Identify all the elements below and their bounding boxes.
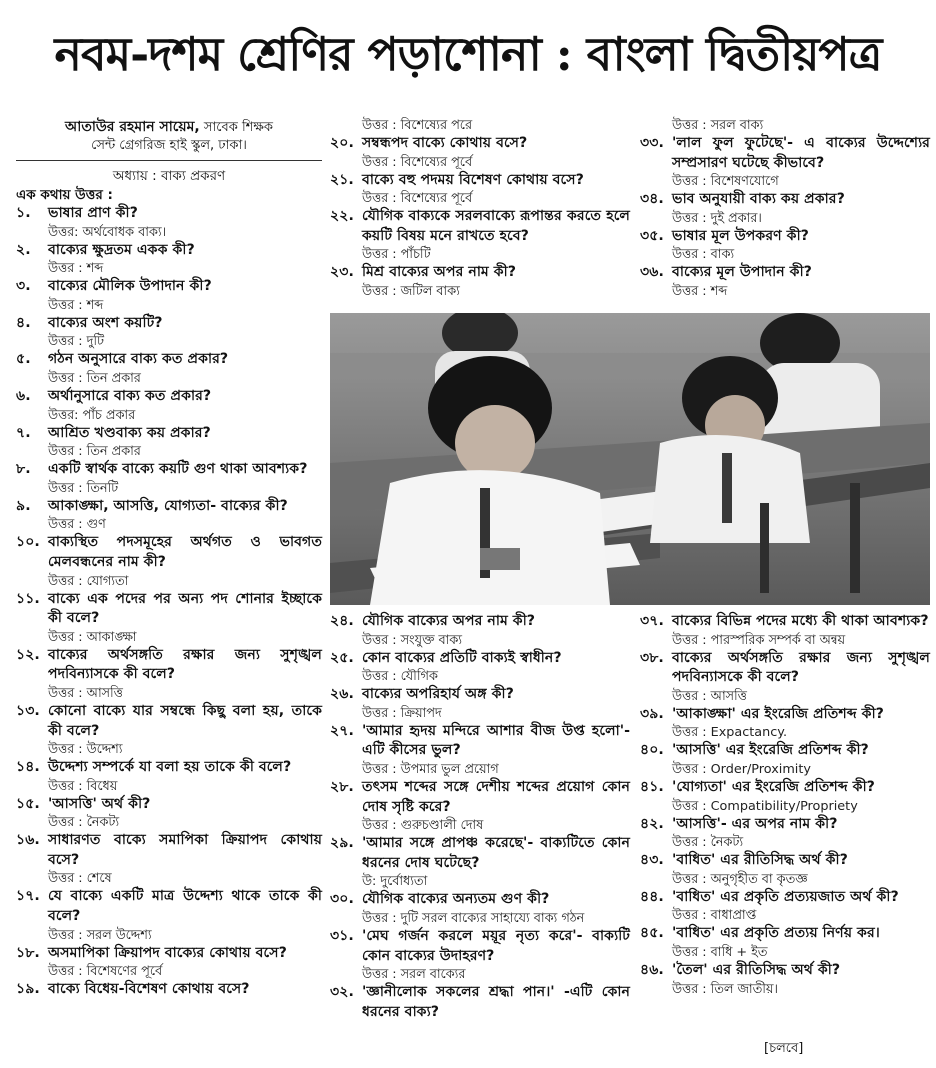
question [640,705,930,725]
qa-item [640,815,930,852]
question-text: 'আমার হৃদয় মন্দিরে আশার বীজ উপ্ত হলো'- এটি কীসের ভুল? [362,722,630,759]
question [16,646,322,685]
question-text: বাক্যের অর্থসঙ্গতি রক্ষার জন্য সুশৃঙ্খল পদবিন্যাসকে কী বলে? [48,646,322,683]
qa-item [16,387,322,424]
question [16,887,322,926]
question-number: ৩. [16,278,31,295]
question-text: 'আমার সঙ্গে প্রাপঞ্চ করেছে'- বাক্যটিতে কোন ধরনের দোষ ঘটেছে? [362,835,630,871]
answer: উত্তর : উদ্দেশ্য [48,742,123,758]
answer: উত্তর : দুটি সরল বাক্যের সাহায্যে বাক্য গঠন [362,910,585,926]
qa-item [330,685,630,722]
question-text: 'জ্ঞানীলোক সকলের শ্রদ্ধা পান।' -এটি কোন ধরনের বাক্য? [362,984,630,1020]
question [16,831,322,870]
qa-item [330,171,630,208]
answer: উত্তর : ক্রিয়াপদ [362,705,442,721]
question-text: 'বাধিত' এর রীতিসিদ্ধ অর্থ কী? [672,852,848,869]
question [640,851,930,871]
question [330,171,630,191]
qa-item [330,983,630,1022]
answer: উত্তর : Compatibility/Propriety [672,798,858,814]
qa-item [16,204,322,241]
question-text: ভাষার মূল উপকরণ কী? [672,227,809,244]
qa-item [330,612,630,649]
question [640,815,930,835]
qa-item [640,134,930,190]
answer: উত্তর : আসত্তি [672,688,747,704]
answer: উত্তর : তিন প্রকার [48,444,141,460]
question [16,460,322,480]
qa-item [330,722,630,778]
question-text: বাক্যের অপরিহার্য অঙ্গ কী? [362,686,514,703]
question [16,795,322,815]
question-text: বাক্যস্থিত পদসমূহের অর্থগত ও ভাবগত মেলবন্ধনের নাম কী? [48,534,322,570]
question-text: 'আসত্তি' অর্থ কী? [48,795,151,812]
question-text: 'লাল ফুল ফুটেছে'- এ বাক্যের উদ্দেশ্যের সম্প্রসারণ ঘটেছে কীভাবে? [672,135,930,171]
qa-item [16,944,322,981]
answer: উত্তর : দুই প্রকার। [672,210,762,226]
question-text: বাক্যে বিধেয়-বিশেষণ কোথায় বসে? [48,981,250,998]
answer: উত্তর : যৌগিক [362,669,438,685]
question-number: ১. [16,205,31,221]
qa-item [330,207,630,263]
answer: উত্তর : বাধাপ্রাপ্ত [672,908,757,924]
question-number: ১৭. [16,888,40,905]
question [640,190,930,210]
question-text: বাক্যে এক পদের পর অন্য পদ শোনার ইচ্ছাকে কী বলে? [48,590,322,627]
question-text: কোনো বাক্যে যার সম্বন্ধে কিছু বলা হয়, তাকে কী বলে? [48,702,322,739]
answer: উত্তর : শব্দ [672,283,728,299]
qa-item [16,277,322,314]
question-text: 'তৈল' এর রীতিসিদ্ধ অর্থ কী? [672,961,841,978]
question-text: বাক্যের ক্ষুদ্রতম একক কী? [48,241,195,258]
answer: উত্তর : পারস্পরিক সম্পর্ক বা অন্বয় [672,632,846,648]
qa-item [330,649,630,686]
students-writing-illustration [330,313,930,605]
question-number: ১৪. [16,759,40,776]
author-name: আতাউর রহমান সায়েম, [64,119,200,135]
question-number: ১৮. [16,944,40,961]
question [16,702,322,741]
question-text: সম্বন্ধপদ বাক্যে কোথায় বসে? [362,135,528,151]
qa-item [330,263,630,300]
question-number: ৩৪. [640,191,664,208]
qa-item [16,241,322,278]
question-number: ৩১. [330,927,354,944]
answer: উত্তর : Expactancy. [672,725,788,741]
answer: উত্তর : নৈকট্য [48,815,120,831]
question [330,778,630,817]
answer: উত্তর: পাঁচ প্রকার [48,407,136,423]
question-number: ২৪. [330,613,354,629]
answer: উত্তর : দুটি [48,334,104,350]
answer: উত্তর : পাঁচটি [362,247,431,263]
qa-item [640,888,930,925]
question-text: বাক্যের অংশ কয়টি? [48,314,163,331]
carryover-answer: উত্তর : সরল বাক্য [672,118,764,133]
question [330,890,630,910]
author-role: সাবেক শিক্ষক [203,120,273,135]
answer: উত্তর : জটিল বাক্য [362,283,460,299]
question [16,314,322,334]
question-number: ৬. [16,387,31,404]
answer: উত্তর : বিশেষ্যের পূর্বে [362,154,473,170]
answer: উত্তর : Order/Proximity [672,761,811,777]
question [16,387,322,407]
qa-item [16,590,322,646]
continued-marker: [চলবে] [764,1041,804,1056]
answer: উত্তর : বিধেয় [48,778,118,794]
question [330,927,630,966]
answer: উত্তর : তিল জাতীয়। [672,981,779,997]
answer: উত্তর: অর্থবোধক বাক্য। [48,224,167,240]
qa-item [16,497,322,534]
answer: উত্তর : গুরুচণ্ডালী দোষ [362,818,484,834]
question-number: ৯. [16,497,31,514]
question [640,263,930,283]
qa-item [640,705,930,742]
question-number: ২১. [330,171,354,188]
question [16,424,322,444]
question-number: ৪. [16,314,31,331]
qa-item [640,851,930,888]
question-text: অর্থানুসারে বাক্য কত প্রকার? [48,387,212,404]
question [16,944,322,964]
question-number: ৪৫. [640,925,664,942]
question-number: ৪১. [640,778,664,795]
question [640,961,930,981]
question-number: ১৯. [16,981,40,998]
question-text: বাক্যের অর্থসঙ্গতি রক্ষার জন্য সুশৃঙ্খল পদবিন্যাসকে কী বলে? [672,649,930,686]
question-number: ১৩. [16,702,40,719]
question-number: ৩৯. [640,705,664,722]
question-number: ৩৮. [640,649,664,666]
question-number: ২৯. [330,835,354,852]
question-number: ৭. [16,424,31,441]
question [640,227,930,247]
question [640,134,930,173]
answer: উত্তর : যোগ্যতা [48,573,129,589]
answer: উত্তর : আকাঙ্ক্ষা [48,629,137,645]
answer: উত্তর : গুণ [48,517,106,533]
question [640,888,930,908]
question [16,241,322,261]
qa-item [330,927,630,983]
question-text: মিশ্র বাক্যের অপর নাম কী? [362,264,516,281]
question [16,350,322,370]
question-number: ১৬. [16,832,40,849]
question-number: ৩৩. [640,135,664,151]
question-text: বাক্যের মূল উপাদান কী? [672,264,812,281]
byline-divider [16,160,322,161]
qa-item [640,741,930,778]
question [640,924,930,944]
answer: উত্তর : বাক্য [672,247,735,263]
question-text: বাক্যের বিভিন্ন পদের মধ্যে কী থাকা আবশ্যক? [672,613,929,629]
answer: উত্তর : শব্দ [48,297,104,313]
question-number: ২৫. [330,649,354,666]
qa-item [16,795,322,832]
qa-item [640,649,930,705]
question-number: ১৫. [16,795,40,812]
byline [16,118,322,155]
qa-item [640,778,930,815]
column-2-top [330,117,630,300]
question-text: 'যোগ্যতা' এর ইংরেজি প্রতিশব্দ কী? [672,778,875,795]
question [16,590,322,629]
question [16,497,322,517]
question [330,722,630,761]
question-number: ৩০. [330,891,354,908]
question-text: 'আকাঙ্ক্ষা' এর ইংরেজি প্রতিশব্দ কী? [672,705,884,722]
qa-item [640,190,930,227]
question [16,980,322,1000]
qa-item [16,887,322,943]
question-number: ৩৬. [640,264,664,281]
answer: উ: দুর্বোধ্যতা [362,874,428,890]
answer: উত্তর : উপমার ভুল প্রয়োগ [362,761,499,777]
qa-item [16,424,322,461]
qa-item [330,778,630,834]
question-number: ২৭. [330,722,354,739]
question-number: ৩২. [330,984,354,1001]
question-number: ৪২. [640,815,664,832]
carryover-answer: উত্তর : বিশেষ্যের পরে [362,118,472,133]
qa-item [16,460,322,497]
question-text: যৌগিক বাক্যের অপর নাম কী? [362,613,535,629]
page-headline: নবম-দশম শ্রেণির পড়াশোনা : বাংলা দ্বিতীয়পত্র [54,27,882,81]
question-number: ৪৩. [640,852,664,869]
qa-item [330,834,630,890]
question-number: ২৩. [330,264,354,281]
question [330,649,630,669]
column-3-top [640,117,930,300]
qa-item [330,890,630,927]
question-text: অসমাপিকা ক্রিয়াপদ বাক্যের কোথায় বসে? [48,944,287,961]
question-text: যে বাক্যে একটি মাত্র উদ্দেশ্য থাকে তাকে কী বলে? [48,888,322,925]
question [330,834,630,873]
answer: উত্তর : আসত্তি [48,685,123,701]
qa-item [16,646,322,702]
question-text: গঠন অনুসারে বাক্য কত প্রকার? [48,351,229,368]
answer: উত্তর : বিশেষণযোগে [672,174,779,190]
author-school: সেন্ট গ্রেগরিজ হাই স্কুল, ঢাকা। [91,138,247,153]
answer: উত্তর : শব্দ [48,261,104,277]
question [16,758,322,778]
qa-item [640,612,930,649]
column-1 [16,118,322,1000]
column-2-bottom [330,612,630,1022]
question-text: কোন বাক্যের প্রতিটি বাক্যই স্বাধীন? [362,649,562,666]
question-number: ১০. [16,534,40,551]
question [330,263,630,283]
qa-item [330,134,630,171]
qa-item [640,263,930,300]
question [330,983,630,1022]
answer: উত্তর : অনুগৃহীত বা কৃতজ্ঞ [672,871,808,887]
question-number: ১২. [16,646,40,663]
question-number: ৪০. [640,742,664,759]
question [330,612,630,632]
question-text: আশ্রিত খণ্ডবাক্য কয় প্রকার? [48,424,211,441]
answer: উত্তর : তিন প্রকার [48,370,141,386]
question-number: ৩৫. [640,227,664,244]
question [640,741,930,761]
answer: উত্তর : সংযুক্ত বাক্য [362,632,462,648]
question-number: ১১. [16,590,40,607]
question-text: যৌগিক বাক্যের অন্যতম গুণ কী? [362,891,550,908]
qa-item [16,702,322,758]
question-number: ৮. [16,461,31,478]
question-text: 'আসত্তি' এর ইংরেজি প্রতিশব্দ কী? [672,742,869,759]
question [330,134,630,154]
question-text: একটি স্বার্থক বাক্যে কয়টি গুণ থাকা আবশ্যক? [48,461,308,478]
question-text: তৎসম শব্দের সঙ্গে দেশীয় শব্দের প্রয়োগ কোন দোষ সৃষ্টি করে? [362,778,630,815]
qa-list-col2-bottom [330,612,630,1022]
question-text: ভাব অনুযায়ী বাক্য কয় প্রকার? [672,191,845,208]
exam-hall-photo [330,313,930,605]
question [640,778,930,798]
answer: উত্তর : বিশেষ্যের পূর্বে [362,191,473,207]
question-number: ৪৪. [640,888,664,905]
question-text: সাধারণত বাক্যে সমাপিকা ক্রিয়াপদ কোথায় বসে? [48,832,322,868]
answer: উত্তর : নৈকট্য [672,835,744,851]
question-number: ২৬. [330,686,354,703]
question-text: 'আসত্তি'- এর অপর নাম কী? [672,815,838,832]
question-number: ২০. [330,135,354,151]
question [330,207,630,246]
answer: উত্তর : বিশেষণের পূর্বে [48,964,163,980]
question-text: উদ্দেশ্য সম্পর্কে যা বলা হয় তাকে কী বলে? [48,759,292,776]
qa-list-col3-top [640,134,930,300]
question-number: ২৮. [330,778,354,795]
question-number: ৪৬. [640,961,664,978]
qa-item [16,980,322,1000]
section-label: এক কথায় উত্তর : [16,187,113,203]
column-3-bottom [640,612,930,998]
question [16,204,322,224]
question-number: ৩৭. [640,613,664,629]
answer: উত্তর : সরল উদ্দেশ্য [48,927,152,943]
answer: উত্তর : শেষে [48,871,112,887]
question [330,685,630,705]
question-text: 'মেঘ গর্জন করলে ময়ূর নৃত্য করে'- বাক্যটি কোন বাক্যের উদাহরণ? [362,927,630,964]
qa-list-col2-top [330,134,630,300]
question-number: ২২. [330,208,354,225]
qa-item [16,831,322,887]
question-text: 'বাধিত' এর প্রকৃতি প্রত্যয়জাত অর্থ কী? [672,888,899,905]
qa-list-col3-bottom [640,612,930,998]
answer: উত্তর : সরল বাক্যের [362,967,466,983]
question-number: ২. [16,241,31,258]
question [16,277,322,297]
question-text: বাক্যের মৌলিক উপাদান কী? [48,278,212,295]
question-text: 'বাধিত' এর প্রকৃতি প্রত্যয় নির্ণয় কর। [672,925,880,942]
chapter-title: অধ্যায় : বাক্য প্রকরণ [112,168,226,184]
answer: উত্তর : তিনটি [48,480,119,496]
qa-item [16,758,322,795]
answer: উত্তর : বাধি + ইত [672,944,768,960]
qa-item [16,314,322,351]
question-text: আকাঙ্ক্ষা, আসত্তি, যোগ্যতা- বাক্যের কী? [48,497,288,514]
qa-item [640,924,930,961]
question-text: ভাষার প্রাণ কী? [48,205,138,221]
question-text: বাক্যে বহু পদময় বিশেষণ কোথায় বসে? [362,171,584,188]
question [640,612,930,632]
qa-item [16,350,322,387]
qa-item [16,533,322,589]
question-text: যৌগিক বাক্যকে সরলবাক্যে রূপান্তর করতে হলে কয়টি বিষয় মনে রাখতে হবে? [362,208,630,244]
question-number: ৫. [16,351,31,368]
question [640,649,930,688]
qa-item [640,961,930,998]
question [16,533,322,572]
qa-list-col1 [16,204,322,1000]
qa-item [640,227,930,264]
